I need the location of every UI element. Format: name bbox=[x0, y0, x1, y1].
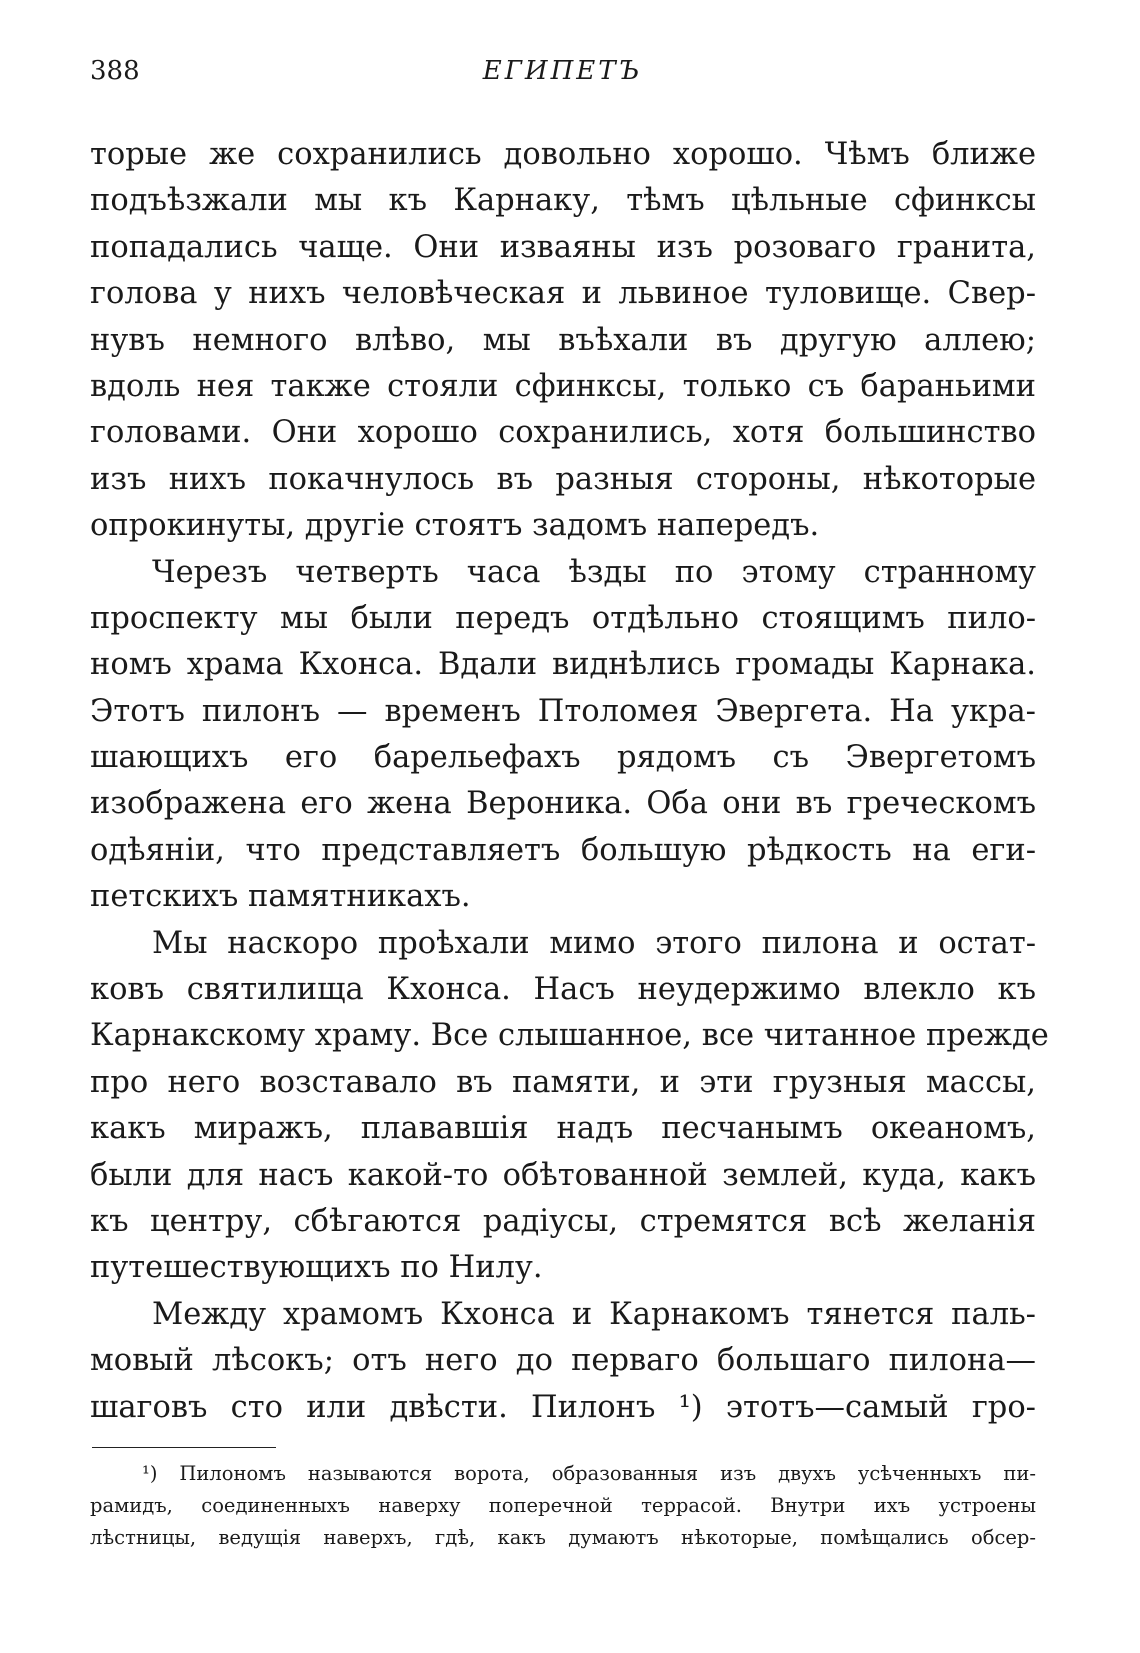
text-line: одѣяніи, что представляетъ большую рѣдкость на еги- bbox=[90, 832, 1036, 868]
text-line: изображена его жена Вероника. Оба они въ греческомъ bbox=[90, 786, 1036, 822]
body-text bbox=[90, 132, 1049, 1431]
paragraph-start-line: Мы наскоро проѣхали мимо этого пилона и остат- bbox=[152, 925, 1036, 961]
text-line: опрокинуты, другіе стоятъ задомъ напередъ. bbox=[90, 508, 820, 544]
text-line: голова у нихъ человѣческая и львиное туловище. Свер- bbox=[90, 276, 1036, 312]
text-line: номъ храма Кхонса. Вдали виднѣлись громады Карнака. bbox=[90, 647, 1036, 683]
footnote-rule bbox=[92, 1447, 276, 1448]
page-header bbox=[90, 56, 1035, 96]
text-line: какъ миражъ, плававшія надъ песчанымъ океаномъ, bbox=[90, 1111, 1036, 1147]
footnote-line: лѣстницы, ведущія наверхъ, гдѣ, какъ думаютъ нѣкоторые, помѣщались обсер- bbox=[90, 1526, 1036, 1549]
footnote-line: рамидъ, соединенныхъ наверху поперечной террасой. Внутри ихъ устроены bbox=[90, 1494, 1036, 1517]
text-line: Этотъ пилонъ — временъ Птоломея Эвергета. На укра- bbox=[90, 693, 1036, 729]
text-line: головами. Они хорошо сохранились, хотя большинство bbox=[90, 415, 1036, 451]
text-line: подъѣзжали мы къ Карнаку, тѣмъ цѣльные сфинксы bbox=[90, 183, 1036, 219]
text-line: петскихъ памятникахъ. bbox=[90, 879, 471, 915]
text-line: путешествующихъ по Нилу. bbox=[90, 1250, 543, 1286]
paragraph-start-line: Между храмомъ Кхонса и Карнакомъ тянется паль- bbox=[152, 1296, 1036, 1332]
footnote-line: ¹) Пилономъ называются ворота, образованныя изъ двухъ усѣченныхъ пи- bbox=[142, 1462, 1036, 1485]
paragraph-start-line: Черезъ четверть часа ѣзды по этому странному bbox=[152, 554, 1036, 590]
text-line: проспекту мы были передъ отдѣльно стоящимъ пило- bbox=[90, 600, 1036, 636]
text-line: были для насъ какой-то обѣтованной землей, куда, какъ bbox=[90, 1157, 1036, 1193]
text-line: къ центру, сбѣгаются радіусы, стремятся всѣ желанія bbox=[90, 1203, 1036, 1239]
text-line: мовый лѣсокъ; отъ него до перваго большаго пилона— bbox=[90, 1343, 1036, 1379]
running-head: ЕГИПЕТЪ bbox=[482, 56, 643, 86]
text-line: попадались чаще. Они изваяны изъ розоваго гранита, bbox=[90, 229, 1036, 265]
text-line: торые же сохранились довольно хорошо. Чѣмъ ближе bbox=[90, 137, 1036, 172]
text-line: Карнакскому храму. Все слышанное, все читанное прежде bbox=[90, 1018, 1049, 1054]
footnote bbox=[90, 1458, 1036, 1554]
text-line: нувъ немного влѣво, мы въѣхали въ другую аллею; bbox=[90, 322, 1036, 358]
text-line: ковъ святилища Кхонса. Насъ неудержимо влекло къ bbox=[90, 972, 1036, 1008]
text-line: изъ нихъ покачнулось въ разныя стороны, нѣкоторые bbox=[90, 461, 1036, 497]
page-number: 388 bbox=[90, 56, 140, 86]
text-line: шаговъ сто или двѣсти. Пилонъ ¹) этотъ—самый гро- bbox=[90, 1389, 1036, 1425]
text-line: шающихъ его барельефахъ рядомъ съ Эвергетомъ bbox=[90, 740, 1036, 776]
text-line: про него возставало въ памяти, и эти грузныя массы, bbox=[90, 1064, 1036, 1100]
text-line: вдоль нея также стояли сфинксы, только съ бараньими bbox=[90, 368, 1036, 404]
